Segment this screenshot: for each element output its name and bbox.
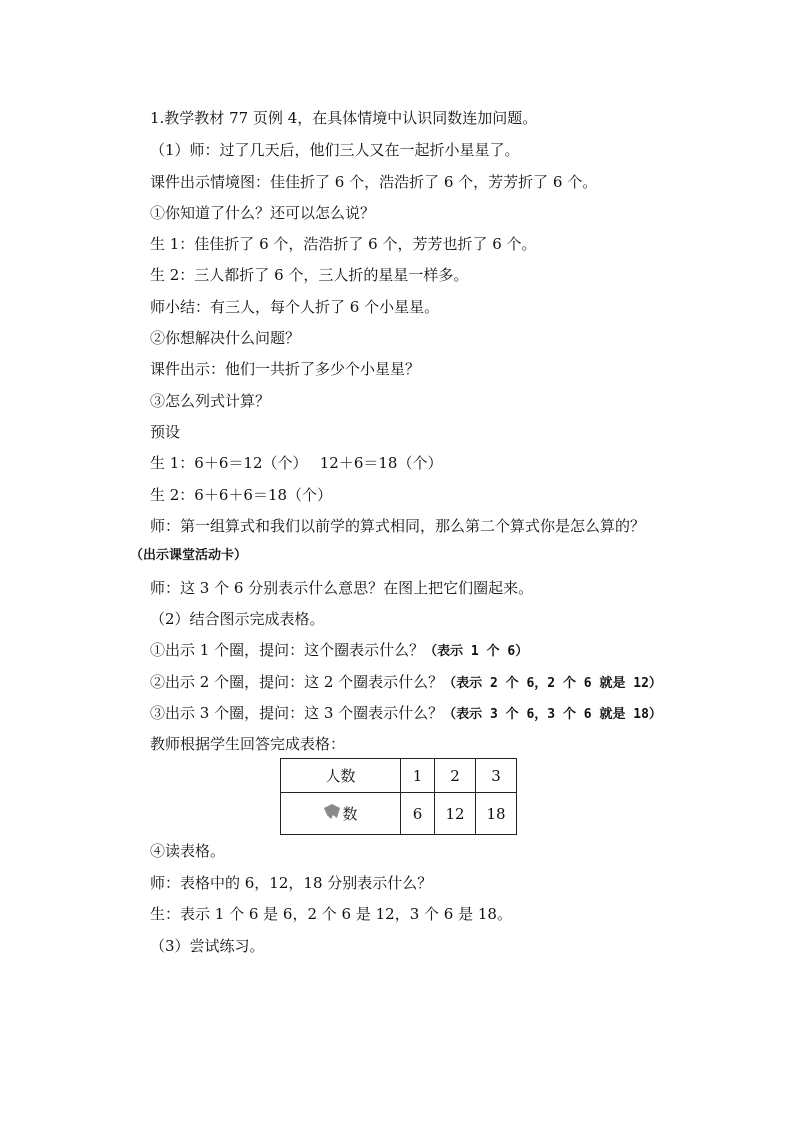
table-cell: 6	[401, 793, 435, 835]
question-2	[150, 672, 662, 694]
paragraph-8: 课件出示：他们一共折了多少个小星星？	[150, 360, 421, 378]
question-1	[150, 640, 528, 662]
paragraph-11: 生 1：6＋6＝12（个） 12＋6＝18（个）	[150, 454, 443, 472]
table-cell: 1	[401, 759, 435, 793]
paragraph-1: （1）师：过了几天后，他们三人又在一起折小星星了。	[150, 141, 520, 159]
table-cell: 12	[435, 793, 476, 835]
paragraph-5: 生 2：三人都折了 6 个，三人折的星星一样多。	[150, 266, 469, 284]
paragraph-after-1: ④读表格。	[150, 842, 226, 860]
question-3	[150, 703, 662, 725]
table-row	[281, 793, 517, 835]
paragraph-10: 预设	[150, 423, 181, 441]
section-heading: 1.教学教材 77 页例 4，在具体情境中认识同数连加问题。	[150, 109, 538, 127]
table-cell-star-label	[281, 793, 401, 835]
paragraph-12: 生 2：6＋6＋6＝18（个）	[150, 486, 333, 504]
table-cell-people-label: 人数	[281, 759, 401, 793]
paragraph-6: 师小结：有三人，每个人折了 6 个小星星。	[150, 298, 440, 316]
question-2-prompt: ②出示 2 个圈，提问：这 2 个圈表示什么？	[150, 673, 444, 691]
table-row	[281, 759, 517, 793]
star-icon	[323, 804, 341, 820]
table-cell: 18	[476, 793, 517, 835]
question-3-prompt: ③出示 3 个圈，提问：这 3 个圈表示什么？	[150, 704, 444, 722]
paragraph-14: （出示课堂活动卡）	[130, 548, 248, 563]
paragraph-9: ③怎么列式计算？	[150, 392, 271, 410]
question-2-note: （表示 2 个 6，2 个 6 就是 12）	[443, 676, 662, 691]
table-intro: 教师根据学生回答完成表格：	[150, 735, 346, 753]
paragraph-13: 师：第一组算式和我们以前学的算式相同，那么第二个算式你是怎么算的？	[150, 517, 646, 535]
paragraph-after-3: 生：表示 1 个 6 是 6，2 个 6 是 12，3 个 6 是 18。	[150, 905, 512, 923]
paragraph-4: 生 1：佳佳折了 6 个，浩浩折了 6 个，芳芳也折了 6 个。	[150, 235, 537, 253]
star-count-label: 数	[342, 805, 358, 823]
paragraph-15: 师：这 3 个 6 分别表示什么意思？在图上把它们圈起来。	[150, 579, 534, 597]
data-table	[280, 758, 517, 835]
question-1-prompt: ①出示 1 个圈，提问：这个圈表示什么？	[150, 641, 425, 659]
paragraph-16: （2）结合图示完成表格。	[150, 610, 325, 628]
paragraph-3: ①你知道了什么？还可以怎么说？	[150, 204, 376, 222]
paragraph-2: 课件出示情境图：佳佳折了 6 个，浩浩折了 6 个，芳芳折了 6 个。	[150, 173, 598, 191]
paragraph-after-2: 师：表格中的 6，12，18 分别表示什么？	[150, 874, 433, 892]
table-cell: 3	[476, 759, 517, 793]
paragraph-after-4: （3）尝试练习。	[150, 937, 265, 955]
question-1-note: （表示 1 个 6）	[424, 644, 529, 659]
paragraph-7: ②你想解决什么问题？	[150, 329, 301, 347]
question-3-note: （表示 3 个 6，3 个 6 就是 18）	[443, 707, 662, 722]
table-cell: 2	[435, 759, 476, 793]
